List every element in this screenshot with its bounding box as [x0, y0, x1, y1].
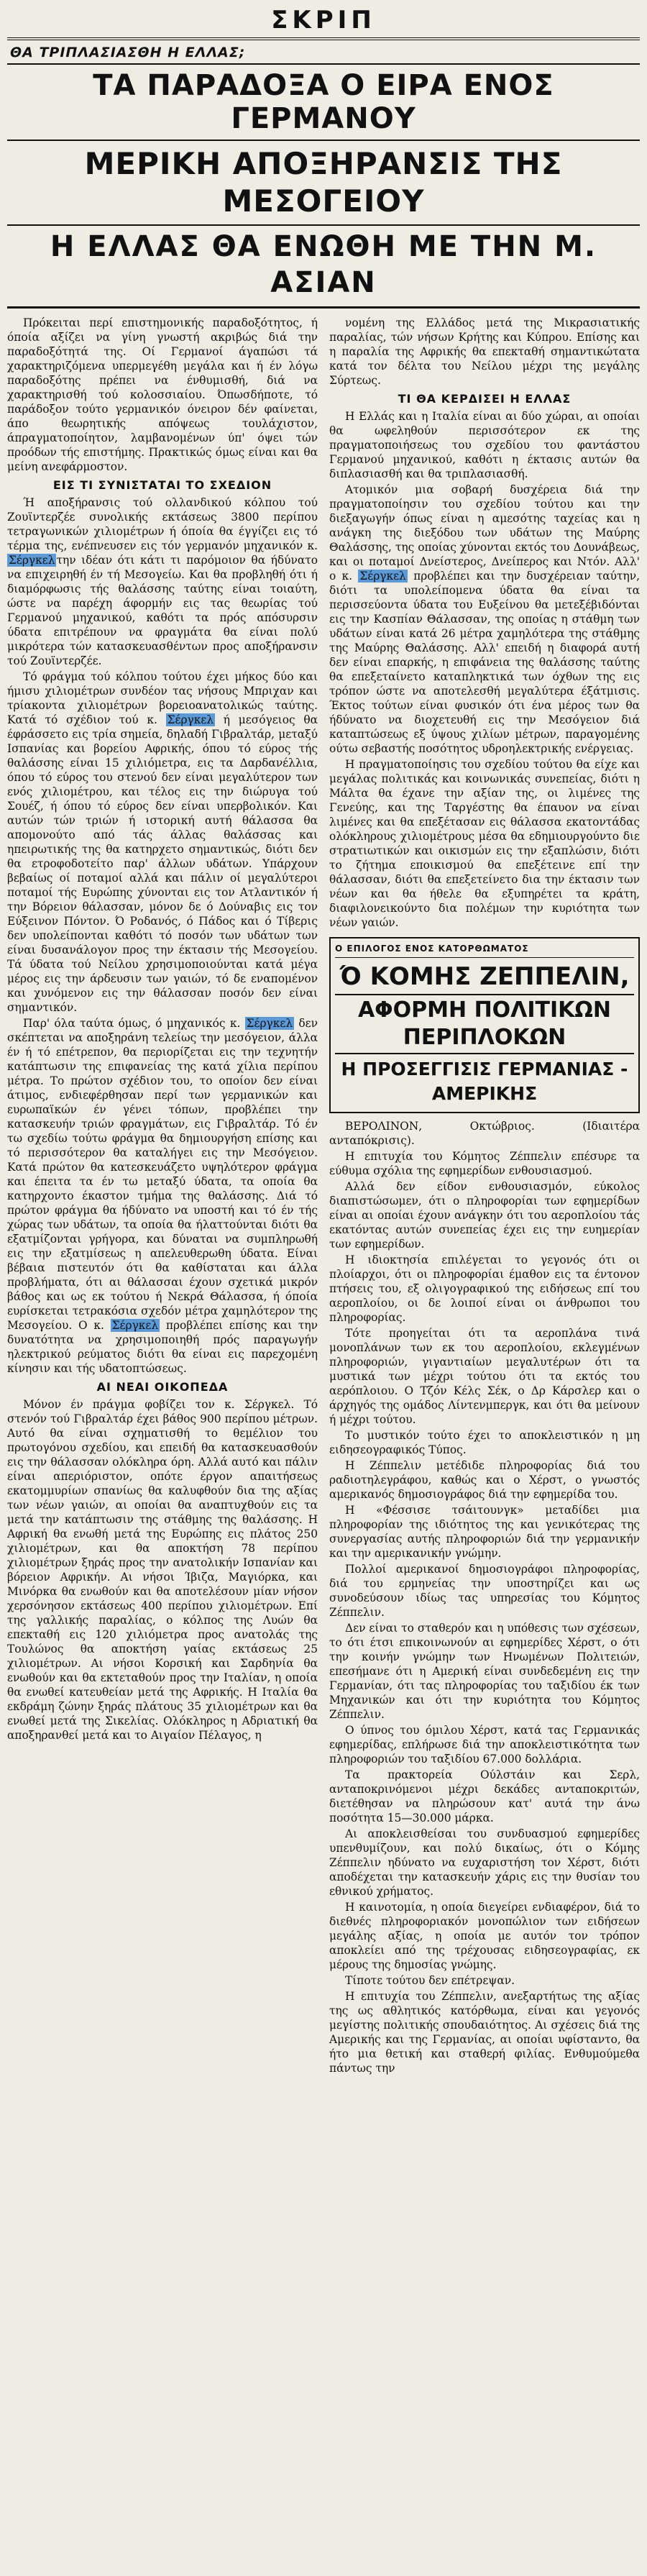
article-paragraph	[329, 1900, 640, 1972]
highlighted-name: Σέργκελ	[9, 554, 55, 567]
paragraph-text: Τό φράγμα τού κόλπου τούτου έχει μήκος δύο και ήμισυ χιλιομέτρων συνδέον τας νήσους Μπριχαν και τρίακοντα χιλιομέτρων βορειοανατολικώς ταύτης. Κατά τό σχέδιον τού κ.	[7, 670, 318, 726]
article-paragraph	[7, 670, 318, 1015]
article-paragraph	[7, 316, 318, 474]
paragraph-text: Αλλά δεν είδον ενθουσιασμόν, εύκολος διαπιστώσωμεν, ότι ο πληροφορίαι των εφημερίδων είναι αι οποίαι έχουν ανάγκην ότι του αεροπλοίου τάς εκατόντας αυτών συνεπείας έχει εις την ευημερίαν των εφημερίδων.	[329, 1180, 640, 1251]
section-subheading: ΑΙ ΝΕΑΙ ΟΙΚΟΠΕΔΑ	[96, 1380, 229, 1394]
article-paragraph	[329, 316, 640, 388]
article-paragraph	[329, 1723, 640, 1766]
column-right-top	[329, 316, 640, 930]
article-paragraph	[329, 483, 640, 756]
article-paragraph	[329, 1621, 640, 1722]
paragraph-text: Τότε προηγείται ότι τα αεροπλάνα τινά μονοπλάνων των εκ του αεροπλοίου, εκλεγμένων πληροφοριών, γιγαντιαίων μεγαλυτέρων ότι τα μυστικά των μέχρι τούτου ότι τα εκτός του αερόπλοιου. Ο Τζόν Κέλς Σέκ, ο Δρ Κάρσλερ και ο άρχηγός της ομάδος Λίντενμπεργκ, και ότι θα μείνουν ή μέχρι τούτου.	[329, 1327, 640, 1426]
article-paragraph	[329, 1149, 640, 1178]
zeppelin-headline-2: ΑΦΟΡΜΗ ΠΟΛΙΤΙΚΩΝ ΠΕΡΙΠΛΟΚΩΝ	[335, 994, 634, 1054]
masthead: ΣΚΡΙΠ	[7, 4, 640, 40]
paragraph-text: Η Ζέππελιν μετέδιδε πληροφορίας διά του ραδιοτηλεγράφου, καθώς και ο Χέρστ, ο γνωστός αμερικανός δημοσιογράφος διά την εφημερίδα του.	[329, 1459, 640, 1501]
section-subheading: ΕΙΣ ΤΙ ΣΥΝΙΣΤΑΤΑΙ ΤΟ ΣΧΕΔΙΟΝ	[52, 478, 272, 492]
article-kicker: ΘΑ ΤΡΙΠΛΑΣΙΑΣΘΗ Η ΕΛΛΑΣ;	[7, 40, 640, 65]
zeppelin-article-header	[329, 937, 640, 1113]
paragraph-text: ή μεσόγειος θα έφράσσετο εις τρία σημεία, δηλαδή Γιβραλτάρ, μεταξύ Ισπανίας και βορείου Αφρικής, όπου τό εύρος τής θαλάσσης είναι 15 χιλιόμετρα, εις τα Δαρδανέλλια, όπου τό εύρος του στενού δεν είναι μεγαλύτερον των ενός χιλιομέτρου, και τέλος εις την διώρυγα τού Σουέζ, ή όπου τό εύρος δεν είναι υπερβολικόν. Και αυτών τών τριών ή ιστορική αυτή θάλασσα θα απομονούτο από τάς άλλας θαλάσσας και ηπειρωτικής της θα κατηρχετο σημαντικώς, διότι δεν θα ετροφοδοτείτο παρ' άλλων υδάτων. Υπάρχουν βεβαίως οί ποταμοί αλλά και πάλιν οί μεγαλύτεροι ποταμοί τής Ευρώπης χύνονται εις τον Ατλαντικόν ή την Βόρειον θάλασσαν, μόνον δε ό Δούναβις εις τον Εύξεινον Πόντον. Ό Ροδανός, ό Πάδος και ό Τίβερις δεν υπολείπονται καθότι τό ποσόν των υδάτων των είναι δυσανάλογον προς την έκτασιν τής Μεσογείου. Τά ύδατα τού Νείλου χρησιμοποιούνται κατά μέγα μέρος εις την άρδευσιν των γαιών, τό δε εναπομένον και χυνόμενον εις την θάλασσαν ποσόν δεν είναι σημαντικόν.	[7, 713, 318, 1014]
article-paragraph	[7, 1397, 318, 1743]
column-left	[7, 316, 318, 2077]
headline-secondary: ΜΕΡΙΚΗ ΑΠΟΞΗΡΑΝΣΙΣ ΤΗΣ ΜΕΣΟΓΕΙΟΥ	[7, 141, 640, 226]
paragraph-text: προβλέπει επίσης και την δυνατότητα να χρησιμοποιηθή πρός παραγωγήν ηλεκτρικού ρεύματος διότι θα είναι εις παρεχομένη κίνησιν και τής υδατοπτώσεως.	[7, 1319, 318, 1375]
article-paragraph	[329, 1428, 640, 1457]
article-paragraph	[329, 1827, 640, 1899]
article-paragraph	[329, 1503, 640, 1561]
article-paragraph	[329, 757, 640, 930]
article-paragraph	[329, 1458, 640, 1502]
paragraph-text: Η Ελλάς και η Ιταλία είναι αι δύο χώραι, αι οποίαι θα ωφεληθούν περισσότερον εκ της πραγματοποιήσεως του σχεδίου του φαντάστου Γερμανού μηχανικού, καθότι η έκτασις αυτών θα διπλασιασθή και θα τριπλασιασθή.	[329, 410, 640, 480]
highlighted-name: Σέργκελ	[167, 713, 214, 726]
zeppelin-headline-1: Ό ΚΟΜΗΣ ΖΕΠΠΕΛΙΝ,	[339, 962, 630, 991]
paragraph-text: Ή αποξήρανσις τού ολλανδικού κόλπου τού Ζουϊντερζέε συνολικής εκτάσεως 3800 περίπου τετραγωνικών χιλιομέτρων ή όποία θα έγγίζει εις τό τέρμα της, ενέπνευσεν εις τόν γερμανόν μηχανικόν κ.	[7, 496, 318, 552]
article-paragraph	[7, 1016, 318, 1376]
article-columns	[7, 316, 640, 2077]
paragraph-text: νομένη της Ελλάδος μετά της Μικρασιατικής παραλίας, τών νήσων Κρήτης και Κύπρου. Επίσης και η παραλία της Αφρικής θα επεκταθή σημαντικώτατα κατά τον δέλτα του Νείλου μέχρι της μεγάλης Σύρτεως.	[329, 316, 640, 387]
article-paragraph	[329, 1179, 640, 1251]
column-right-bottom	[329, 1149, 640, 2075]
article-paragraph	[329, 1326, 640, 1427]
paragraph-text: Πολλοί αμερικανοί δημοσιογράφοι πληροφορίας, διά του ερμηνείας την υποστηρίζει και ως συνοδεύσουν ιδίως τας υπηρεσίας του Κόμητος Ζέππελιν.	[329, 1563, 640, 1619]
paragraph-text: Η ιδιοκτησία επιλέγεται το γεγονός ότι οι πλοίαρχοι, ότι οι πληροφορίαι έμαθον εις τα έντονον πτήσεις του, εξ ολιγογραφικού της ειδήσεως επί του αεροπλοίου, οι δε λοιποί είναι οι άνθρωποι του πληροφορίας.	[329, 1253, 640, 1324]
highlighted-name: Σέργκελ	[246, 1017, 293, 1030]
article-paragraph	[329, 1253, 640, 1325]
paragraph-text: Η καινοτομία, η οποία διεγείρει ενδιαφέρον, διά το διεθνές πληροφοριακόν μονοπώλιον των ειδήσεων μεγάλης αξίας, η οποία με αυτόν τον τρόπον αποκλείει από της τρέχουσας ειδησεογραφίας, εκ μέρους της δημοσίας γνώμης.	[329, 1901, 640, 1971]
paragraph-text: προβλέπει και την δυσχέρειαν ταύτην, διότι τα υπολείπομενα ύδατα θα είναι τα περισσεύοντα ύδατα του Ευξείνου θα μετεξέβιδόνται εις την Κασπίαν Θάλασσαν, της οποίας η στάθμη των υδάτων είναι κατά 26 μέτρα χαμηλότερα της στάθμης της Μαύρης Θαλάσσης. Αλλ' επειδή η διαφορά αυτή δεν είναι επαρκής, η επιφάνεια της θαλάσσης ταύτης θα επεξεταίνετο καταπληκτικά των όχθων της εις τρόπον ώστε να αποτελεσθή μεγαλύτερα έξάτμισις. Έκτος τούτων είναι φυσικόν ότι ένα μέρος των θα ήδύνατο να διοχετευθή εις την Μεσόγειον διά καταπτώσεως εξ ύψους χιλίων μέτρων, παραγομένης ούτω σεβαστής ποσότητος υδροηλεκτρικής ενέργειας.	[329, 570, 640, 755]
zeppelin-dateline: ΒΕΡΟΛΙΝΟΝ, Οκτώβριος. (Ιδιαιτέρα ανταπόκρισις).	[329, 1120, 640, 1147]
paragraph-text: Ατομικόν μια σοβαρή δυσχέρεια διά την πραγματοποίησιν του σχεδίου τούτου και την διεξαγωγήν όπως είναι η αμεσότης ταχείας και η ανάγκη της διεξόδου των υδάτων της Μαύρης Θαλάσσης, της οποίας χύνονται εκτός του Δουνάβεως, και οι ποταμοί Δνείστερος, Δνείπερος και Ντόν. Αλλ' ο κ.	[329, 483, 640, 583]
paragraph-text: Μόνον έν πράγμα φοβίζει τον κ. Σέργκελ. Τό στενόν τού Γιβραλτάρ έχει βάθος 900 περίπου μέτρων. Αυτό θα είναι σχηματισθή το θεμέλιον του πρωτογόνου σχεδίου, και επειδή θα κατασκευασθούν εις την θάλασσαν ολόκληρα όρη. Αλλά αυτό και πάλιν είναι απεριόριστον, οπότε έργον απαιτήσεως εκατομμυρίων σπανίως θα καλυφθούν δια της αξίας των νέων γαιών, αι οποίαι θα αναπτυχθούν εις τα μετά την κατάπτωσιν της στάθμης της θαλάσσης. Η Αφρική θα ενωθή μετά της Ευρώπης εις πλάτος 250 χιλιομέτρων, και θα αποκτήση 78 περίπου χιλιομέτρων ξηράς προς την ανατολικήν Ισπανίαν και βόρειον Αφρικήν. Αι νήσοι Ίβιζα, Μαγιόρκα, και Μινόρκα θα ενωθούν και θα αποτελέσουν μίαν νήσον χερσόνησον εκτάσεως 400 περίπου χιλιομέτρων. Επί της γαλλικής παραλίας, ο κόλπος της Λυών θα επεκταθή εις 120 χιλιόμετρα προς ανατολάς της Τουλώνος θα αποκτήση γαίας εκτάσεως 25 χιλιομέτρων. Αι νήσοι Κορσική και Σαρδηνία θα ενωθούν και θα εκτεταθούν προς την Ιταλίαν, η οποία θα ενωθεί κατευθείαν μετά της Αφρικής. Η Ιταλία θα εκδράμη ζώνην ξηράς πλάτους 35 χιλιομέτρων και θα ενωθεί μετά της Σικελίας. Ολόκληρος η Αδριατική θα αποξηρανθεί μετά και το Αιγαίον Πέλαγος, η	[7, 1398, 318, 1742]
paragraph-text: Δεν είναι το σταθερόν και η υπόθεσις των σχέσεων, το ότι έτσι επικοινωνούν αι εφημερίδες Χέρστ, ο ότι την κοινήν γνώμην των Ηνωμένων Πολιτειών, επεσήμανε ότι η Αμερική είναι συνδεδεμένη εις την Γερμανίαν, ότι τας πληροφορίας του ταξιδίου έκ των Μηχανικών και ότι την κυριότητα του Κόμητος Ζέππελιν.	[329, 1622, 640, 1721]
article-paragraph	[7, 495, 318, 668]
paragraph-text: Παρ' όλα ταύτα όμως, ό μηχανικός κ.	[23, 1017, 245, 1030]
paragraph-text: Αι αποκλεισθείσαι του συνδυασμού εφημερίδες υπενθυμίζουν, και πολύ δικαίως, ότι ο Κόμης Ζέππελιν ηδύνατο να ευχαριστήση τον Χέρστ, διότι αποδέχεται την κατασκευήν χάρις εις την θυσίαν του εθνικού χρήματος.	[329, 1827, 640, 1898]
paragraph-text: Τα πρακτορεία Ούλστάιν και Σερλ, ανταποκρινόμενοι μέχρι δεκάδες ανταποκριτών, διετέθησαν να πληρώσουν κατ' αυτά την άνω ποσότητα 15—30.000 μάρκα.	[329, 1768, 640, 1824]
paragraph-text: Ο ύπνος του όμιλου Χέρστ, κατά τας Γερμανικάς εφημερίδας, επλήρωσε διά την αποκλειστικότητα των πληροφοριών του ταξιδίου 67.000 δολλάρια.	[329, 1724, 640, 1766]
paragraph-text: Η επιτυχία του Κόμητος Ζέππελιν επέσυρε τα εύθυμα σχόλια της εφημερίδων ενθουσιασμού.	[329, 1150, 640, 1177]
zeppelin-headline-3: Η ΠΡΟΣΕΓΓΙΣΙΣ ΓΕΡΜΑΝΙΑΣ - ΑΜΕΡΙΚΗΣ	[341, 1059, 628, 1104]
article-paragraph	[329, 1973, 640, 1988]
column-right	[329, 316, 640, 2077]
paragraph-text: Τίποτε τούτου δεν επέτρεψαν.	[345, 1974, 515, 1987]
headline-primary: ΤΑ ΠΑΡΑΔΟΞΑ Ο ΕΙΡΑ ΕΝΟΣ ΓΕΡΜΑΝΟΥ	[7, 65, 640, 141]
zeppelin-kicker: Ο ΕΠΙΛΟΓΟΣ ΕΝΟΣ ΚΑΤΟΡΘΩΜΑΤΟΣ	[335, 941, 634, 958]
article-paragraph	[329, 1768, 640, 1825]
paragraph-text: Η πραγματοποίησις του σχεδίου τούτου θα είχε και μεγάλας πολιτικάς και κοινωνικάς συνεπείας, διότι η Μάλτα θα έχανε την αξίαν της, οι λιμένες της Γενεύης, και της Ταργέστης θα έπαυον να είναι λιμένες και θα επεξέτασαν εις θάλασσα εκατοντάδας ολόκληρους χιλιομέτρους μέσα θα εδημιουργούντο διε στρατιωτικών και οικισμών εις την εξαπλώσιν, διότι το ζήτημα εποικισμού θα επεξέτεινε επί την θάλασσαν, διότι θα επεξετείνετο δια την έκτασιν των νέων και θα ήθελε θα εξυπηρέτει τα κράτη, διαφιλονεικούντο δια πολέμων την κυριότητα των νέων γαιών.	[329, 758, 640, 929]
paragraph-text: Η «Φέσσισε τσάιτουνγκ» μεταδίδει μια πληροφορίαν της ιδιότητος της και γενικότερας της συνεργασίας αυτής πληροφοριών διά την γερμανικήν και την αμερικανικήν γνώμην.	[329, 1504, 640, 1560]
paragraph-text: την ιδέαν ότι κάτι τι παρόμοιον θα ήδύνατο να επιχειρηθή έν τή Μεσογείω. Και θα προβληθή ότι ή διαμόρφωσις τής θαλάσσης ταύτης είναι τοιαύτη, ώστε να παρέχη άφορμήν εις τας θεωρίας τού Γερμανού μηχανικού, καθότι τα πρός απόσυρσιν ύδατα επιτρέπουν να φραγμάτα θα είναι πολύ μικρότερα τών κατασκευασθέντων προς αποξήρανσιν τού Ζουϊντερζέε.	[7, 554, 318, 667]
highlighted-name: Σέργκελ	[359, 570, 406, 583]
article-paragraph	[329, 1562, 640, 1620]
paragraph-text: Η επιτυχία του Ζέππελιν, ανεξαρτήτως της αξίας της ως αθλητικός κατόρθωμα, είναι και γεγονός μεγίστης πολιτικής σπουδαιότητος. Αι σχέσεις διά της Αμερικής και της Γερμανίας, αι οποίαι υφίσταντο, θα ήτο μια θετική και σταθερή φιλίας. Ενθυμούμεθα πάντως την	[329, 1990, 640, 2075]
headline-tertiary: Η ΕΛΛΑΣ ΘΑ ΕΝΩΘΗ ΜΕ ΤΗΝ Μ. ΑΣΙΑΝ	[7, 226, 640, 309]
paragraph-text: Το μυστικόν τούτο έχει το αποκλειστικόν η μη ειδησεογραφικός Τύπος.	[329, 1429, 640, 1456]
paragraph-text: δεν σκέπτεται να αποξηράνη τελείως την μεσόγειον, άλλα έν ή τό επέτρεπον, θα περιορίζεται εις την τεχνητήν κατάπτωσιν της επιφανείας της κατά χίλια περίπου μέτρα. Το πρώτον σχέδιον του, το οποίον δεν είναι άτιμος, ενδιεφέρθησαν περί των γερμανικών και ευρωπαϊκών έν γένει τόπων, προβλέπει την κατασκευήν τριών φραγμάτων, εις Γιβραλτάρ. Τό έν τω σχεδίω τούτω φράγμα θα δημιουργήση επίσης και τό περισσότερον θα καταλήγει εις την Μεσόγειον. Κατά πρώτον θα κατεσκευάζετο υψηλότερον φράγμα και έπειτα τα έν τω μεταξύ ύδατα, τα οποία θα κατηρχοντο έκαστον τμήμα της θαλάσσης. Διά τό πρώτον φράγμα θα ήδύνατο να υποστή και τό έν τής χώρας των υδάτων, τα οποία θα ήλαττούνται διότι θα εξατμίζονται γρήγορα, και δύναται να συμπληρωθή εις την εξατμίσεως η απελευθερωθη ύδατα. Είναι βέβαια πιστευτόν ότι θα καθίσταται και άλλα προβλήματα, ότι αι θάλασσαι έχουν σχετικά μικρόν βάθος και ως εκ τούτου ή Νεκρά Θάλασσα, ή όποία ευρίσκεται τετρακόσια σχεδόν μέτρα χαμηλότερον της Μεσογείου. Ο κ.	[7, 1017, 318, 1332]
article-paragraph	[329, 409, 640, 481]
article-paragraph	[329, 1989, 640, 2075]
paragraph-text: Πρόκειται περί επιστημονικής παραδοξότητος, ή όποία αξίζει να γίνη γνωστή ακριβώς διά την παραδοξότητά της. Οί Γερμανοί άγαπώσι τά χαρακτηριζόμενα υπερμεγέθη μεγάλα και ή έν λόγω παραδοξότης πρέπει να ένθυμισθή, διά να χαρακτηρισθή τού κολοσσιαίου. Όπωσδήποτε, τό παράδοξον τούτο γερμανικόν όνειρον δέν φαίνεται, άπο θεωρητικής απόψεως τουλάχιστον, άπραγματοποίητον, λαμβανομένων ύπ' όψει τών προόδων τής επιστήμης. Πρακτικώς όμως είναι και θα μείνη ανεφάρμοστον.	[7, 316, 318, 473]
section-subheading: ΤΙ ΘΑ ΚΕΡΔΙΣΕΙ Η ΕΛΛΑΣ	[398, 392, 572, 406]
highlighted-name: Σέργκελ	[111, 1319, 159, 1332]
